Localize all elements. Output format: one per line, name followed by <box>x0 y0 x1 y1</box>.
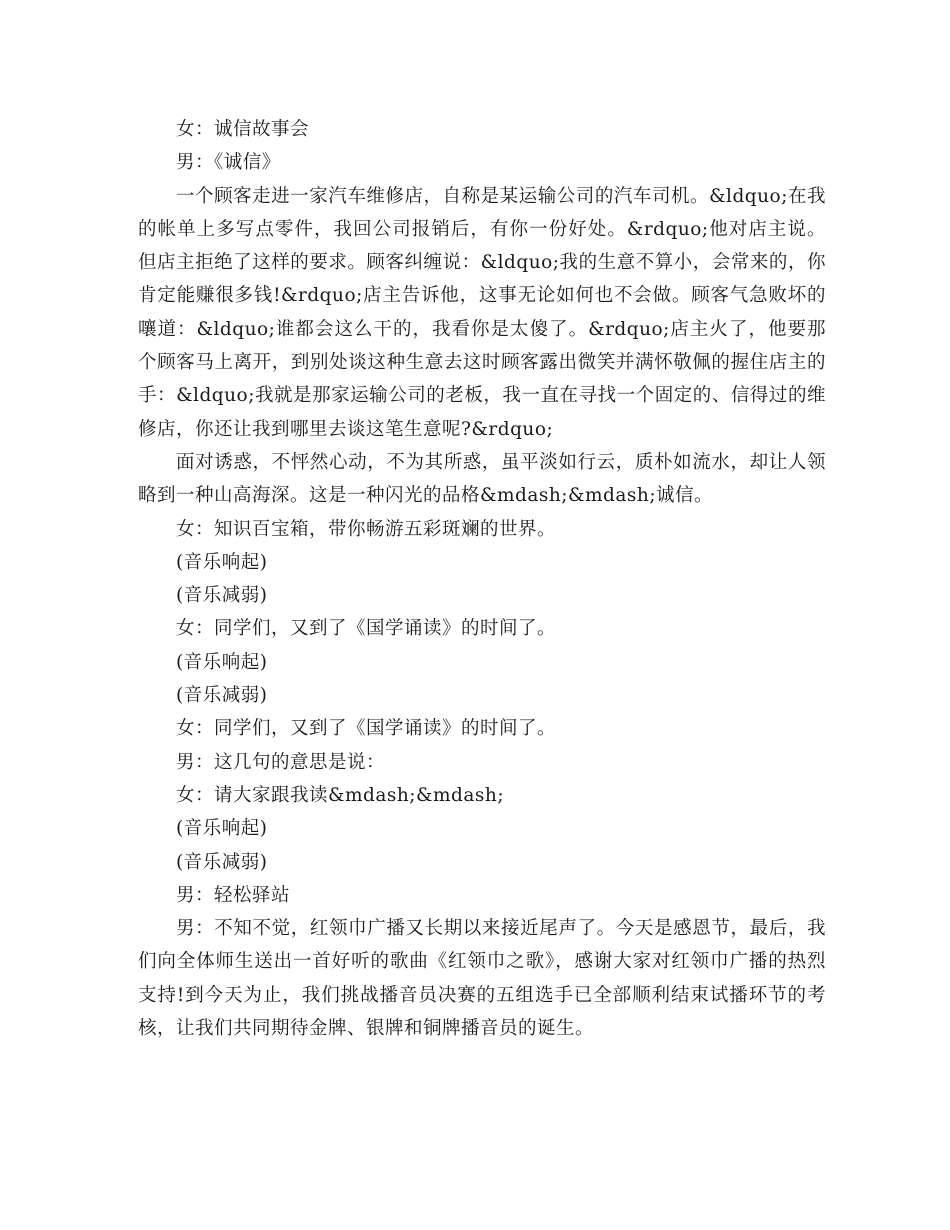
paragraph: 女：知识百宝箱，带你畅游五彩斑斓的世界。 <box>176 518 557 540</box>
paragraph: 男：不知不觉，红领巾广播又长期以来接近尾声了。今天是感恩节，最后，我们向全体师生送出一首好听的歌曲《红领巾之歌》，感谢大家对红领巾广播的热烈支持!到今天为止，我们挑战播音员决赛的五组选手已全部顺利结束试播环节的考核，让我们共同期待金牌、银牌和铜牌播音员的诞生。 <box>138 918 826 1040</box>
paragraph: 男：《诚信》 <box>176 152 281 174</box>
paragraph: (音乐减弱) <box>176 685 268 707</box>
paragraph: 面对诱惑，不怦然心动，不为其所惑，虽平淡如行云，质朴如流水，却让人领略到一种山高海深。这是一种闪光的品格&mdash;&mdash;诚信。 <box>138 451 826 507</box>
paragraph: (音乐减弱) <box>176 585 268 607</box>
paragraph: (音乐减弱) <box>176 851 268 873</box>
paragraph: (音乐响起) <box>176 651 268 673</box>
paragraph: 女：同学们，又到了《国学诵读》的时间了。 <box>176 718 557 740</box>
paragraph: 男：这几句的意思是说： <box>176 751 386 773</box>
paragraph: 女：诚信故事会 <box>176 119 310 140</box>
paragraph: (音乐响起) <box>176 818 268 840</box>
document-body <box>138 113 826 1045</box>
paragraph: 一个顾客走进一家汽车维修店，自称是某运输公司的汽车司机。&ldquo;在我的帐单上多写点零件，我回公司报销后，有你一份好处。&rdquo;他对店主说。但店主拒绝了这样的要求。顾客纠缠说：&ldquo;我的生意不算小，会常来的，你肯定能赚很多钱!&rdquo;店主告诉他，这事无论如何也不会做。顾客气急败坏的嚷道：&ldquo;谁都会这么干的，我看你是太傻了。&rdquo;店主火了，他要那个顾客马上离开，到别处谈这种生意去这时顾客露出微笑并满怀敬佩的握住店主的手：&ldquo;我就是那家运输公司的老板，我一直在寻找一个固定的、信得过的维修店，你还让我到哪里去谈这笔生意呢?&rdquo; <box>138 185 826 440</box>
paragraph: 女：同学们，又到了《国学诵读》的时间了。 <box>176 618 557 640</box>
paragraph: 女：请大家跟我读&mdash;&mdash; <box>176 784 505 806</box>
paragraph: (音乐响起) <box>176 551 268 573</box>
paragraph: 男：轻松驿站 <box>176 884 291 906</box>
